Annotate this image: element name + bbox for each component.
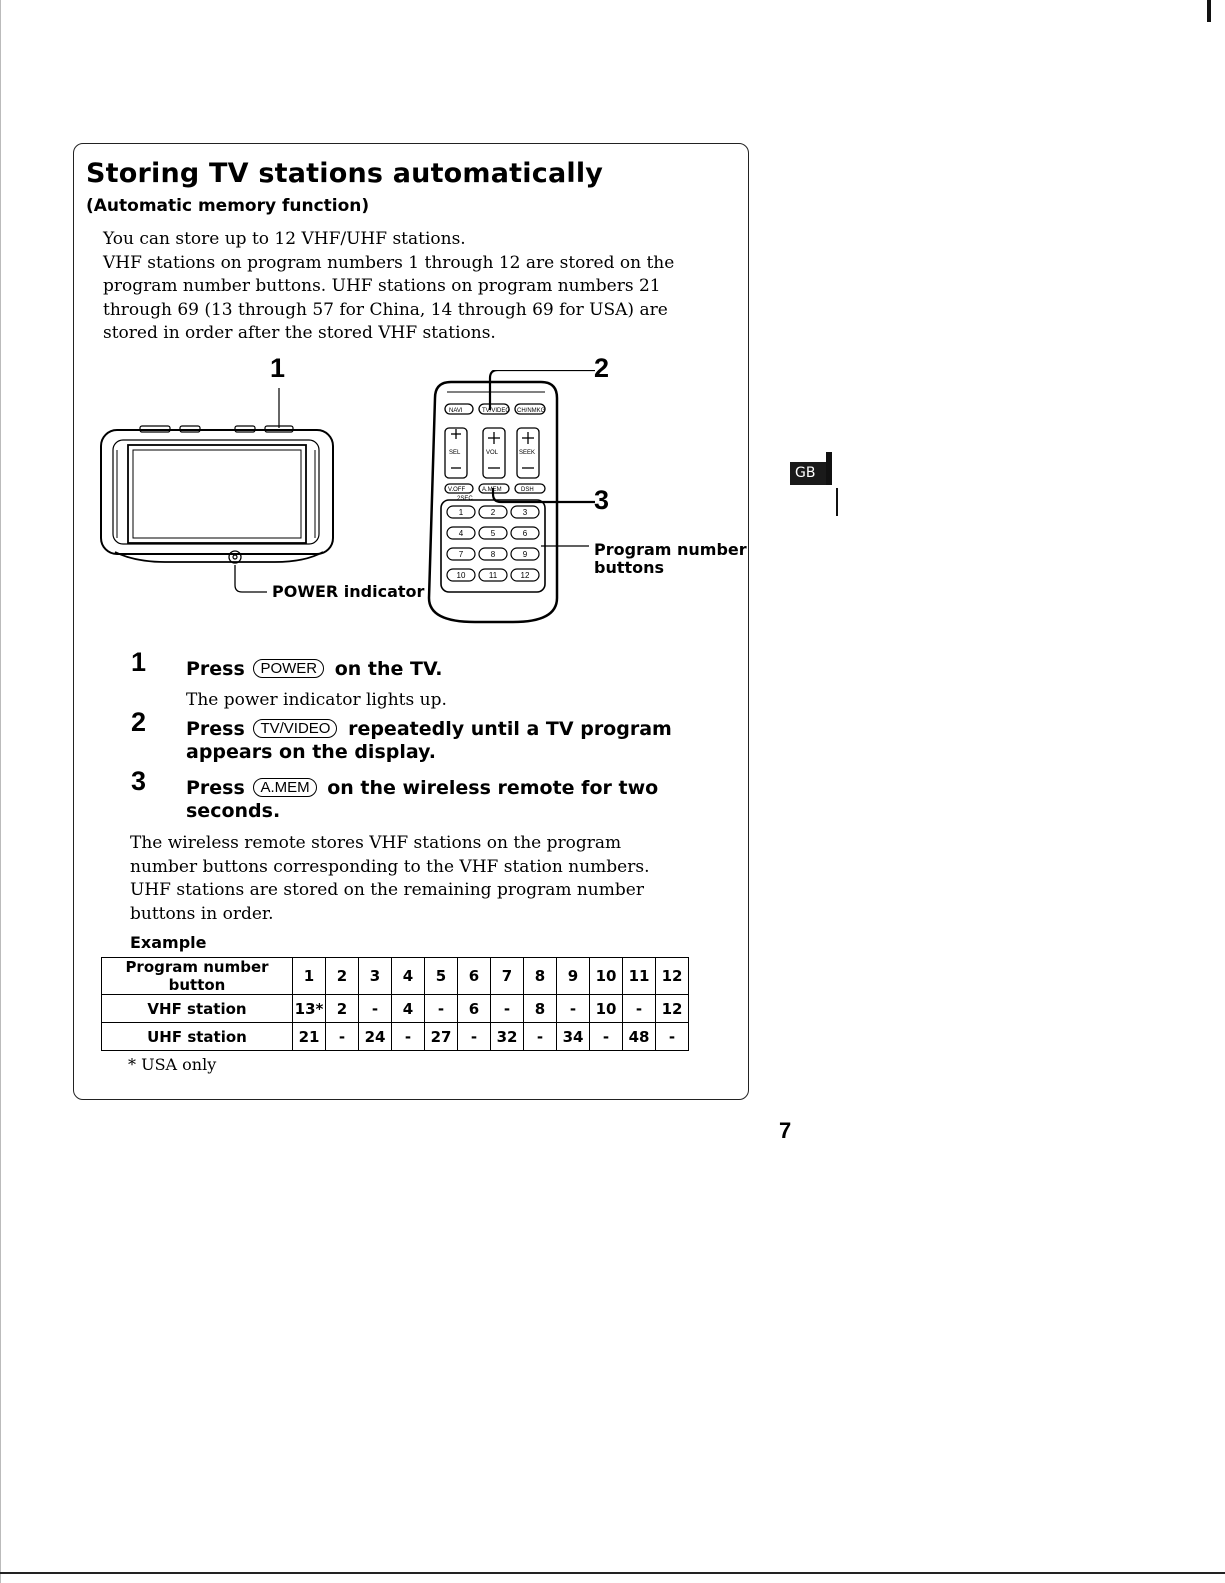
table-cell: -: [458, 1023, 491, 1051]
page-number: 7: [779, 1118, 792, 1143]
result-paragraph: [130, 832, 690, 926]
table-cell: -: [425, 995, 458, 1023]
remote-number-label: 10: [456, 571, 466, 580]
intro-line: through 69 (13 through 57 for China, 14 through 69 for USA) are: [103, 299, 668, 320]
tv-video-key: TV/VIDEO: [253, 719, 337, 738]
tab-edge-mark: [826, 452, 832, 485]
table-row: [102, 958, 689, 995]
remote-number-label: 3: [522, 508, 528, 517]
table-cell: 2: [326, 995, 359, 1023]
program-number-buttons-label: [594, 541, 747, 577]
step-text: Press: [186, 658, 245, 680]
table-cell: 8: [524, 995, 557, 1023]
remote-rocker-label: VOL: [486, 450, 499, 456]
remote-number-label: 7: [458, 550, 464, 559]
table-cell: 1: [293, 958, 326, 995]
remote-key-label: DSH: [521, 487, 534, 493]
remote-key-label: A.MEM: [482, 487, 502, 493]
remote-number-label: 8: [490, 550, 496, 559]
result-line: number buttons corresponding to the VHF station numbers.: [130, 856, 650, 877]
table-cell: -: [359, 995, 392, 1023]
step-note: The power indicator lights up.: [186, 690, 447, 710]
row-header: UHF station: [102, 1023, 293, 1051]
callout-3: 3: [594, 485, 610, 515]
step-text: repeatedly until a TV program: [348, 718, 672, 740]
remote-number-label: 1: [458, 508, 464, 517]
table-cell: 11: [623, 958, 656, 995]
label-line: buttons: [594, 558, 665, 577]
table-cell: -: [656, 1023, 689, 1051]
table-cell: 4: [392, 958, 425, 995]
callout-1: 1: [270, 353, 286, 383]
step-text: appears on the display.: [186, 741, 436, 763]
result-line: UHF stations are stored on the remaining program number: [130, 880, 644, 900]
remote-number-label: 9: [522, 550, 528, 559]
a-mem-key: A.MEM: [253, 778, 316, 797]
power-key: POWER: [253, 659, 324, 678]
tab-edge-mark: [836, 488, 838, 516]
table-cell: 8: [524, 958, 557, 995]
step-instruction: [186, 777, 658, 823]
result-line: buttons in order.: [130, 903, 274, 924]
page-edge-mark: [1207, 0, 1211, 22]
step-text: on the TV.: [334, 658, 443, 680]
tv-illustration: [101, 388, 333, 592]
table-cell: -: [326, 1023, 359, 1051]
remote-number-label: 4: [458, 529, 464, 538]
table-cell: 7: [491, 958, 524, 995]
bottom-edge-line: [0, 1572, 1225, 1574]
section-title: Storing TV stations automatically: [86, 158, 604, 189]
remote-number-label: 12: [520, 571, 530, 580]
power-indicator-label: POWER indicator: [272, 582, 425, 601]
table-cell: 12: [656, 995, 689, 1023]
remote-key-label: TV/VIDEO: [482, 408, 511, 414]
table-cell: -: [491, 995, 524, 1023]
callout-2: 2: [594, 353, 610, 383]
table-cell: 32: [491, 1023, 524, 1051]
intro-line: stored in order after the stored VHF stations.: [103, 323, 496, 343]
remote-key-label: V.OFF: [448, 487, 466, 493]
remote-number-label: 6: [522, 529, 528, 538]
table-cell: 48: [623, 1023, 656, 1051]
step-number: 2: [131, 707, 147, 737]
table-cell: 24: [359, 1023, 392, 1051]
table-cell: 21: [293, 1023, 326, 1051]
table-cell: 2: [326, 958, 359, 995]
remote-hold-hint: 2SEC: [457, 496, 473, 502]
row-header: VHF station: [102, 995, 293, 1023]
program-number-buttons: [447, 506, 539, 581]
step-instruction: [186, 658, 442, 681]
table-row: [102, 1023, 689, 1051]
table-cell: -: [392, 1023, 425, 1051]
remote-rocker-label: SEL: [449, 450, 461, 456]
intro-line: You can store up to 12 VHF/UHF stations.: [103, 229, 466, 249]
result-line: The wireless remote stores VHF stations on the program: [130, 833, 622, 853]
row-header: Program number button: [102, 958, 293, 995]
remote-key-label: CH/NMKG: [517, 408, 546, 414]
table-row: [102, 995, 689, 1023]
label-line: Program number: [594, 540, 747, 559]
intro-paragraph: [103, 228, 703, 346]
table-cell: -: [557, 995, 590, 1023]
remote-number-label: 11: [488, 571, 498, 580]
page-edge-line: [0, 0, 1, 1583]
remote-number-label: 2: [490, 508, 496, 517]
table-cell: 6: [458, 995, 491, 1023]
example-table: [101, 957, 689, 1051]
intro-line: VHF stations on program numbers 1 through 12 are stored on the: [103, 252, 675, 273]
remote-key-label: NAVI: [449, 408, 463, 414]
table-cell: 9: [557, 958, 590, 995]
example-label: Example: [130, 933, 207, 952]
table-cell: -: [524, 1023, 557, 1051]
language-tab: GB: [790, 462, 826, 485]
table-cell: -: [590, 1023, 623, 1051]
table-cell: 6: [458, 958, 491, 995]
step-text: Press: [186, 777, 245, 799]
table-cell: 10: [590, 995, 623, 1023]
step-number: 3: [131, 766, 147, 796]
table-cell: 13*: [293, 995, 326, 1023]
step-text: seconds.: [186, 800, 281, 822]
step-text: on the wireless remote for two: [327, 777, 659, 799]
remote-rocker-label: SEEK: [519, 450, 536, 456]
step-instruction: [186, 718, 672, 764]
table-cell: 5: [425, 958, 458, 995]
step-number: 1: [131, 647, 147, 677]
table-cell: 10: [590, 958, 623, 995]
table-cell: 12: [656, 958, 689, 995]
remote-number-label: 5: [490, 529, 496, 538]
step-text: Press: [186, 718, 245, 740]
section-subtitle: (Automatic memory function): [86, 196, 370, 216]
table-cell: -: [623, 995, 656, 1023]
intro-line: program number buttons. UHF stations on program numbers 21: [103, 276, 661, 296]
table-cell: 3: [359, 958, 392, 995]
table-cell: 34: [557, 1023, 590, 1051]
footnote: * USA only: [128, 1055, 217, 1074]
table-cell: 27: [425, 1023, 458, 1051]
table-cell: 4: [392, 995, 425, 1023]
